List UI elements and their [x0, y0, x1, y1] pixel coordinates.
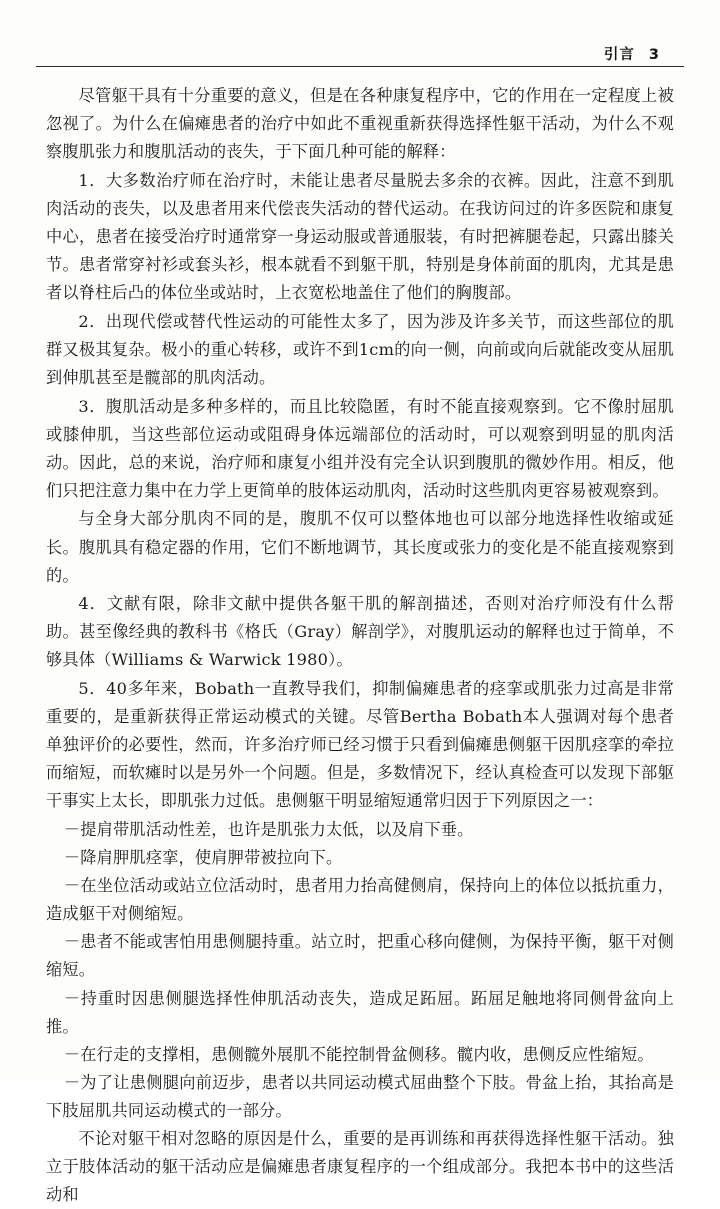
page-header [60, 38, 660, 64]
paragraph-abdominal-stabilizer: 与全身大部分肌肉不同的是，腹肌不仅可以整体地也可以部分地选择性收缩或延长。腹肌具有稳定器的作用，它们不断地调节，其长度或张力的变化是不能直接观察到的。 [46, 509, 674, 585]
dash-item-1: －提肩带肌活动性差，也许是肌张力太低，以及肩下垂。 [63, 819, 474, 839]
dash-item-3: －在坐位活动或站立位活动时，患者用力抬高健侧肩，保持向上的体位以抵抗重力，造成躯干对侧缩短。 [46, 876, 674, 924]
dash-item-6: －在行走的支撑相，患侧髋外展肌不能控制骨盆侧移。髋内收，患侧反应性缩短。 [63, 1044, 654, 1064]
dash-item-5: －持重时因患侧腿选择性伸肌活动丧失，造成足跖屈。跖屈足触地将同侧骨盆向上推。 [46, 988, 674, 1036]
body-text [46, 82, 674, 1205]
page-header-inner [604, 43, 660, 64]
paragraph-item-3: 3．腹肌活动是多种多样的，而且比较隐匿，有时不能直接观察到。它不像肘屈肌或膝伸肌，当这些部位运动或阻碍身体远端部位的活动时，可以观察到明显的肌肉活动。因此，总的来说，治疗师和康复小组并没有完全认识到腹肌的微妙作用。相反，他们只把注意力集中在力学上更简单的肢体运动肌肉，活动时这些肌肉更容易被观察到。 [46, 396, 674, 500]
paragraph-conclusion: 不论对躯干相对忽略的原因是什么，重要的是再训练和再获得选择性躯干活动。独立于肢体活动的躯干活动应是偏瘫患者康复程序的一个组成部分。我把本书中的这些活动和 [46, 1128, 674, 1205]
running-title: 引言 [603, 47, 635, 63]
dash-item-7: －为了让患侧腿向前迈步，患者以共同运动模式屈曲整个下肢。骨盆上抬，其抬高是下肢屈肌共同运动模式的一部分。 [46, 1072, 674, 1120]
paragraph-item-2: 2．出现代偿或替代性运动的可能性太多了，因为涉及许多关节，而这些部位的肌群又极其复杂。极小的重心转移，或许不到1cm的向一侧，向前或向后就能改变从屈肌到伸肌甚至是髋部的肌肉活动。 [46, 311, 674, 387]
paragraph-item-1: 1．大多数治疗师在治疗时，未能让患者尽量脱去多余的衣裤。因此，注意不到肌肉活动的丧失，以及患者用来代偿丧失活动的替代运动。在我访问过的许多医院和康复中心，患者在接受治疗时通常穿一身运动服或普通服装，有时把裤腿卷起，只露出膝关节。患者常穿衬衫或套头衫，根本就看不到躯干肌，特别是身体前面的肌肉，尤其是患者以脊柱后凸的体位坐或站时，上衣宽松地盖住了他们的胸腹部。 [46, 170, 674, 303]
page-number: 3 [648, 47, 660, 63]
dash-item-4: －患者不能或害怕用患侧腿持重。站立时，把重心移向健侧，为保持平衡，躯干对侧缩短。 [46, 932, 674, 980]
header-rule [36, 66, 684, 67]
dash-item-2: －降肩胛肌痉挛，使肩胛带被拉向下。 [63, 848, 343, 868]
paragraph-item-4: 4．文献有限，除非文献中提供各躯干肌的解剖描述，否则对治疗师没有什么帮助。甚至像经典的教科书《格氏（Gray）解剖学》，对腹肌运动的解释也过于简单，不够具体（Williams & Warwick 1980）。 [46, 594, 674, 670]
paragraph-intro: 尽管躯干具有十分重要的意义，但是在各种康复程序中，它的作用在一定程度上被忽视了。为什么在偏瘫患者的治疗中如此不重视重新获得选择性躯干活动，为什么不观察腹肌张力和腹肌活动的丧失，于下面几种可能的解释： [46, 86, 674, 162]
paragraph-item-5: 5．40多年来，Bobath一直教导我们，抑制偏瘫患者的痉挛或肌张力过高是非常重要的，是重新获得正常运动模式的关键。尽管Bertha Bobath本人强调对每个患者单独评价的必要性，然而，许多治疗师已经习惯于只看到偏瘫患侧躯干因肌痉挛的牵拉而缩短，而软瘫时以是另外一个问题。但是，多数情况下，经认真检查可以发现下部躯干事实上太长，即肌张力过低。患侧躯干明显缩短通常归因于下列原因之一： [46, 678, 674, 811]
